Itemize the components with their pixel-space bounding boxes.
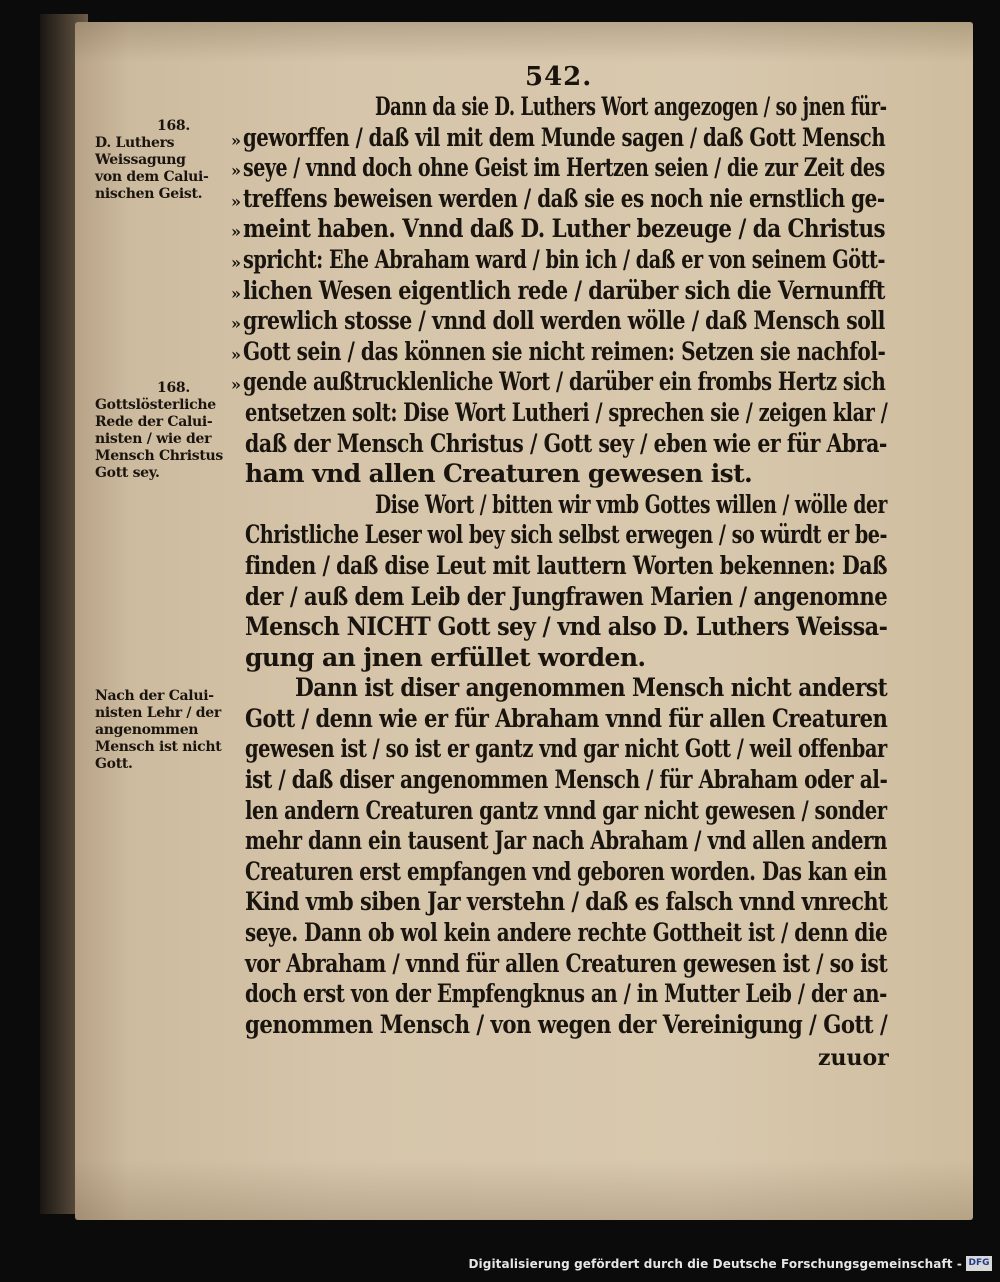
text-line-content: lichen Wesen eigentlich rede / darüber sich die Vernunfft [243,275,885,305]
text-line-content: gung an jnen erfüllet worden. [245,642,646,672]
text-line [231,336,887,368]
quote-mark: » [231,314,241,334]
text-line-content: spricht: Ehe Abraham ward / bin ich / daß er von seinem Gött- [243,244,886,274]
text-line-content: Gott / denn wie er für Abraham vnnd für allen Creaturen [245,703,888,733]
text-line-content: vor Abraham / vnnd für allen Creaturen gewesen ist / so ist [245,948,888,978]
text-line-content: Gott sein / das können sie nicht reimen: Setzen sie nachfol- [243,336,886,366]
footer-credit: Digitalisierung gefördert durch die Deutsche Forschungsgemeinschaft - [468,1257,962,1271]
text-line [245,796,887,827]
text-line-content: ham vnd allen Creaturen gewesen ist. [245,459,753,489]
text-line-content: Mensch NICHT Gott sey / vnd also D. Luthers Weissa- [245,612,888,642]
quote-mark: » [231,375,241,395]
text-line-content: mehr dann ein tausent Jar nach Abraham / vnd allen andern [245,826,887,856]
text-line [245,643,887,674]
text-line [245,673,887,704]
dfg-logo-icon: DFG [966,1256,992,1271]
text-line [245,857,887,888]
text-line [245,429,887,460]
margin-note-line: nisten Lehr / der [95,705,221,721]
quote-mark: » [231,161,241,181]
text-line-content: entsetzen solt: Dise Wort Lutheri / sprechen sie / zeigen klar / [245,397,888,427]
margin-note-line: Mensch Christus [95,448,223,464]
text-line [245,551,887,582]
text-line-content: der / auß dem Leib der Jungfrawen Marien / angenomne [245,581,888,611]
text-line-content: geworffen / daß vil mit dem Munde sagen / daß Gott Mensch [243,122,886,152]
margin-note-line: Gottslösterliche [95,397,216,413]
text-line [231,153,887,184]
text-line [245,949,887,980]
quote-mark: » [231,191,241,211]
quote-mark: » [231,283,241,303]
text-line [245,398,887,429]
margin-note [95,380,250,482]
text-line-content: len andern Creaturen gantz vnnd gar nicht gewesen / sonder [245,795,887,825]
quote-mark: » [231,252,241,272]
margin-note-line: Gott. [95,756,133,772]
page-number: 542. [525,62,593,92]
text-line [245,979,887,1010]
text-line-content: grewlich stosse / vnnd doll werden wölle / daß Mensch soll [243,306,885,336]
text-line-content: ist / daß diser angenommen Mensch / für Abraham oder al- [245,765,888,795]
text-line-content: Creaturen erst empfangen vnd geboren worden. Das kan ein [245,856,887,886]
margin-note-number: 168. [157,118,190,134]
text-line-content: daß der Mensch Christus / Gott sey / eben wie er für Abra- [245,428,887,458]
margin-note-line: Nach der Calui- [95,688,214,704]
text-line [245,582,887,613]
text-line-content: Christliche Leser wol bey sich selbst erwegen / so würdt er be- [245,520,888,550]
margin-note-number: 168. [157,380,190,396]
text-line [231,183,887,215]
margin-note-line: Gott sey. [95,465,160,481]
text-line-content: Dann da sie D. Luthers Wort angezogen / so jnen für- [375,92,887,121]
text-line [245,490,887,521]
text-line [245,520,887,551]
text-line-content: meint haben. Vnnd daß D. Luther bezeuge / da Christus [243,214,886,244]
text-line [245,704,887,735]
margin-note [95,118,250,203]
text-line [245,765,887,796]
text-line-content: genommen Mensch / von wegen der Vereinigung / Gott / [245,1009,888,1039]
text-line [245,459,887,490]
margin-note-line: D. Luthers [95,135,175,151]
text-line-content: Kind vmb siben Jar verstehn / daß es falsch vnnd vnrecht [245,887,888,917]
margin-note-line: Weissagung [95,152,186,168]
text-line-content: treffens beweisen werden / daß sie es noch nie ernstlich ge- [243,183,885,213]
text-line-content: gende außtrucklenliche Wort / darüber ein frombs Hertz sich [243,367,886,397]
margin-note-line: von dem Calui- [95,169,209,185]
catchword: zuuor [818,1045,889,1071]
text-line-content: seye. Dann ob wol kein andere rechte Gottheit ist / denn die [245,918,888,948]
quote-mark: » [231,344,241,364]
text-line [231,275,887,307]
text-line [231,122,887,154]
text-line [231,367,887,398]
text-line [245,734,887,765]
text-line-content: doch erst von der Empfengknus an / in Mutter Leib / der an- [245,979,887,1009]
text-line-content: gewesen ist / so ist er gantz vnd gar nicht Gott / weil offenbar [245,734,887,764]
body-text [231,92,888,1040]
text-line [245,918,887,949]
text-line [245,826,887,857]
text-line-content: finden / daß dise Leut mit lauttern Worten bekennen: Daß [245,550,888,580]
footer-bar [0,1246,1000,1282]
text-line [245,92,887,123]
text-line-content: Dann ist diser angenommen Mensch nicht anderst [295,673,888,703]
margin-note-line: nischen Geist. [95,186,203,202]
text-line [231,214,887,245]
text-line [245,612,887,643]
text-line-content: seye / vnnd doch ohne Geist im Hertzen seien / die zur Zeit des [243,153,885,183]
margin-note-line: angenommen [95,722,199,738]
text-line [231,306,887,337]
margin-note-line: Rede der Calui- [95,414,213,430]
text-line [245,887,887,918]
text-line-content: Dise Wort / bitten wir vmb Gottes willen / wölle der [375,489,887,519]
margin-note-line: nisten / wie der [95,431,212,447]
paper-shade-top [75,22,973,62]
text-line [231,244,887,276]
margin-note-line: Mensch ist nicht [95,739,222,755]
margin-note [95,688,250,773]
text-line [245,1010,887,1041]
quote-mark: » [231,222,241,242]
quote-mark: » [231,130,241,150]
paper-shade-bottom [75,1160,973,1220]
